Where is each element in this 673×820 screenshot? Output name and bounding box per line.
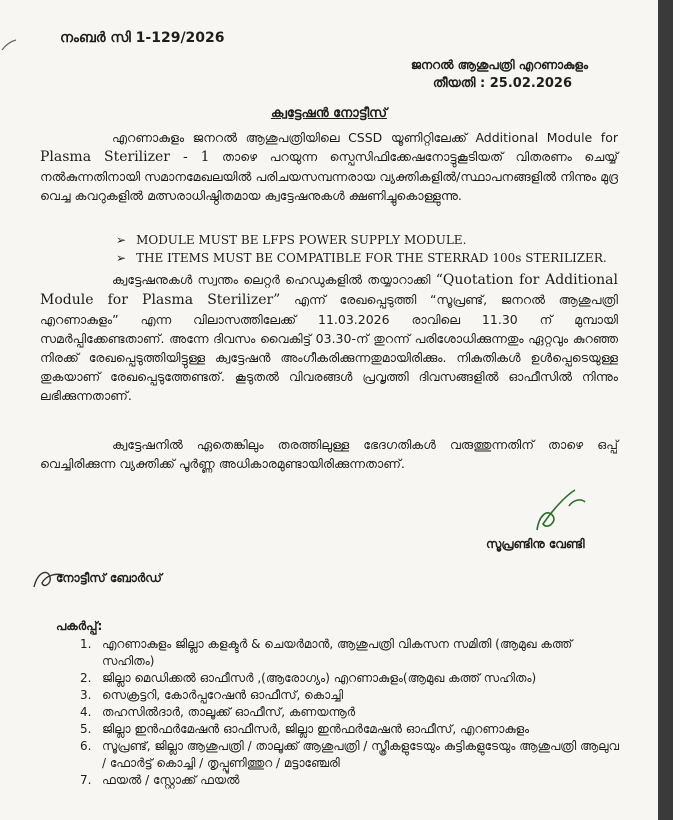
list-item-number: 6.	[80, 739, 92, 753]
list-item	[80, 772, 620, 789]
specification-item	[116, 231, 607, 249]
paragraph-invitation-text-2: താഴെ പറയുന്ന സ്പെസിഫിക്കേഷനോട്ടുകൂടിയത് വിതരണം ചെയ്യ് നൽകുന്നതിനായി സമാനമേഖലയിൽ പരിചയസമ്പന്നരായ വ്യക്തികളിൽ/സ്ഥാപനങ്ങളിൽ നിന്നും മുദ്ര വെച്ച കവറുകളിൽ മത്സരാധിഷ്ഠിതമായ ക്വട്ടേഷനുകൾ ക്ഷണിച്ചുകൊള്ളുന്നു.	[40, 149, 618, 203]
list-item	[80, 721, 620, 738]
scan-edge	[658, 0, 673, 820]
list-item-number: 4.	[80, 705, 92, 719]
list-item-text: സെക്രട്ടറി, കോർപ്പറേഷൻ ഓഫീസ്, കൊച്ചി	[102, 688, 344, 702]
specification-text: MODULE MUST BE LFPS POWER SUPPLY MODULE.	[136, 233, 467, 247]
reference-number: നംബർ സി 1-129/2026	[60, 30, 225, 46]
list-item-number: 3.	[80, 688, 92, 702]
copy-to-heading: പകർപ്പ്:	[56, 619, 103, 633]
paragraph-authority: ക്വട്ടേഷനിൽ ഏതെങ്കിലും തരത്തിലുള്ള ഭേദഗതികൾ വരുത്തുന്നതിന് താഴെ ഒപ്പ് വെച്ചിരിക്കുന്ന വ്യക്തിക്ക് പൂർണ്ണ അധികാരമുണ്ടായിരിക്കുന്നതാണ്.	[40, 437, 618, 471]
list-item-number: 5.	[80, 722, 92, 736]
paragraph-submission-text: ക്വട്ടേഷനുകൾ സ്വന്തം ലെറ്റർ ഹെഡുകളിൽ തയ്യാറാക്കി	[112, 272, 436, 287]
list-item	[80, 738, 620, 772]
signature-label: സൂപ്രണ്ടിനു വേണ്ടി	[486, 537, 585, 551]
hospital-name: ജനറൽ ആശുപത്രി എറണാകുളം	[410, 58, 588, 72]
list-item-number: 2.	[80, 671, 92, 685]
paragraph-submission-text-2: എന്ന് രേഖപ്പെടുത്തി “സൂപ്രണ്ട്, ജനറൽ ആശുപത്രി എറണാകുളം” എന്ന വിലാസത്തിലേക്ക്	[40, 292, 618, 327]
arrow-bullet-icon: ➢	[116, 251, 127, 265]
list-item	[80, 704, 620, 721]
copy-to-list	[80, 636, 620, 789]
list-item-number: 7.	[80, 773, 92, 787]
specification-text: THE ITEMS MUST BE COMPATIBLE FOR THE STERRAD 100s STERILIZER.	[136, 251, 607, 265]
paragraph-submission	[40, 270, 618, 405]
paragraph-invitation	[40, 128, 618, 205]
notice-board-label: നോട്ടീസ് ബോർഡ്	[56, 571, 162, 585]
submission-deadline: 11.03.2026 രാവിലെ 11.30	[318, 312, 518, 327]
notice-title: ക്വട്ടേഷൻ നോട്ടീസ്	[270, 106, 388, 121]
cover-title: “Quotation for Additional Module for Plasma Sterilizer”	[40, 272, 618, 308]
specification-item	[116, 249, 607, 267]
list-item-text: എറണാകുളം ജില്ലാ കളക്ടർ & ചെയർമാൻ, ആശുപത്രി വികസന സമിതി (ആമുഖ കത്ത് സഹിതം)	[102, 637, 573, 668]
list-item-text: ജില്ലാ മെഡിക്കൽ ഓഫീസർ ,(ആരോഗ്യം) എറണാകുളം(ആമുഖ കത്ത് സഹിതം)	[102, 671, 537, 685]
paragraph-submission-text-3: ന് മുമ്പായി സമർപ്പിക്കേണ്ടതാണ്. അന്നേ ദിവസം വൈകിട്ട് 03.30-ന് തുറന്ന് പരിശോധിക്കുന്നതും ഏറ്റവും കുറഞ്ഞ നിരക്ക് രേഖപ്പെടുത്തിയിട്ടുള്ള ക്വട്ടേഷൻ അംഗീകരിക്കുന്നതുമായിരിക്കും. നികുതികൾ ഉൾപ്പെടെയുള്ള തുകയാണ് രേഖപ്പെടുത്തേണ്ടത്. കൂടുതൽ വിവരങ്ങൾ പ്രവൃത്തി ദിവസങ്ങളിൽ ഓഫീസിൽ നിന്നും ലഭിക്കുന്നതാണ്.	[40, 312, 618, 403]
signature-icon	[525, 486, 595, 538]
pen-mark	[0, 36, 20, 56]
list-item	[80, 687, 620, 704]
equipment-name: Plasma Sterilizer - 1	[40, 149, 210, 165]
arrow-bullet-icon: ➢	[116, 233, 127, 247]
list-item-text: സൂപ്രണ്ട്, ജില്ലാ ആശുപത്രി / താലൂക്ക് ആശുപത്രി / സ്ത്രീകളുടേയും കുട്ടികളുടേയും ആശുപത്രി ആലുവ / ഫോർട്ട് കൊച്ചി / തൃപ്പൂണിത്തുറ / മട്ടാഞ്ചേരി	[102, 739, 620, 770]
list-item	[80, 670, 620, 687]
list-item-text: ഫയൽ / സ്റ്റോക്ക് ഫയൽ	[102, 773, 240, 787]
list-item	[80, 636, 620, 670]
notice-date: തീയതി : 25.02.2026	[432, 76, 572, 91]
list-item-text: തഹസിൽദാർ, താലൂക്ക് ഓഫീസ്, കണയന്നൂർ	[102, 705, 356, 719]
paragraph-invitation-text: എറണാകുളം ജനറൽ ആശുപത്രിയിലെ CSSD യൂണിറ്റിലേക്ക് Additional Module for	[112, 130, 618, 145]
list-item-text: ജില്ലാ ഇൻഫർമേഷൻ ഓഫീസർ, ജില്ലാ ഇൻഫർമേഷൻ ഓഫീസ്, എറണാകുളം	[102, 722, 530, 736]
list-item-number: 1.	[80, 637, 92, 651]
specification-list	[116, 231, 607, 267]
